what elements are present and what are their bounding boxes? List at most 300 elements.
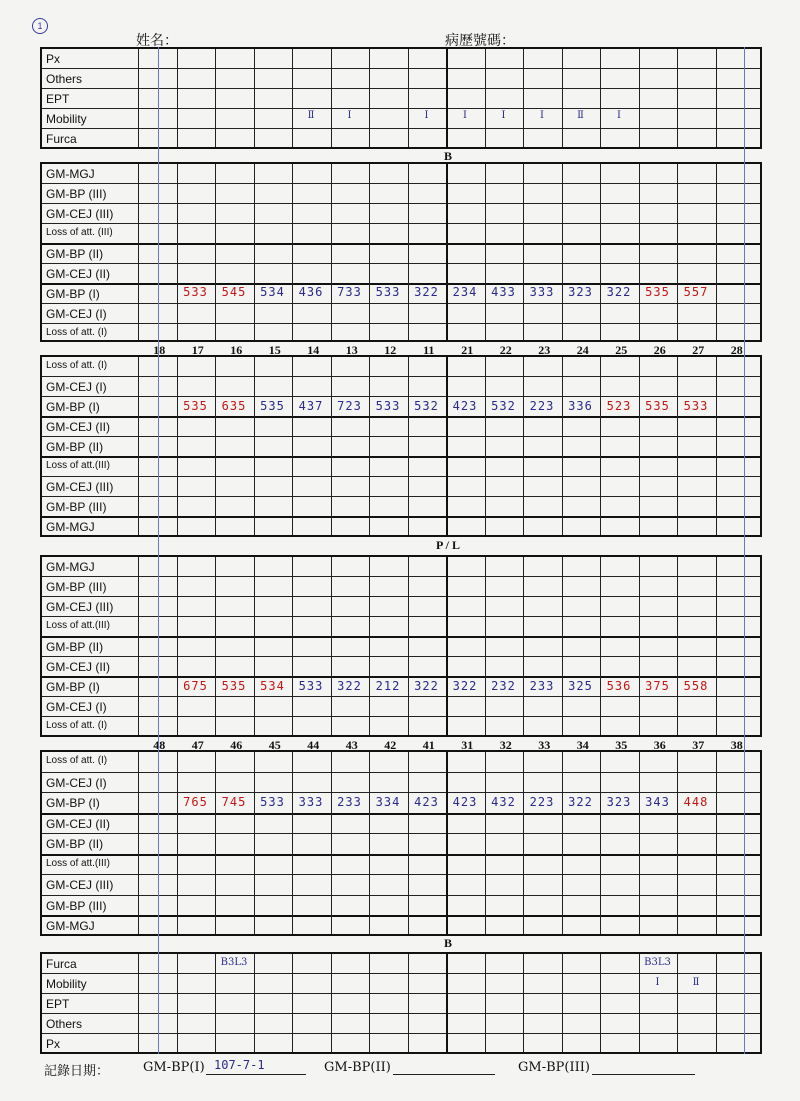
- lower-lingual-probing-depth: 233: [529, 679, 555, 693]
- column-divider: [331, 557, 332, 735]
- row-divider: [42, 915, 760, 917]
- column-divider: [215, 357, 216, 535]
- upper-palatal-probing-depth: 223: [529, 399, 555, 413]
- lower-lingual-probing-depth: 558: [683, 679, 709, 693]
- row-label: Mobility: [46, 977, 87, 991]
- upper-buccal-probing-depth: 333: [529, 285, 555, 299]
- column-divider: [254, 164, 255, 340]
- row-divider: [42, 576, 760, 577]
- column-divider: [523, 357, 524, 535]
- upper-palatal-probing-depth: 535: [183, 399, 208, 413]
- lower-furcation-value: B3L3: [220, 957, 248, 968]
- column-divider: [215, 49, 216, 147]
- column-divider: [639, 954, 640, 1052]
- column-divider: [523, 752, 524, 934]
- tooth-number: 22: [499, 343, 512, 357]
- row-divider: [42, 496, 760, 497]
- column-divider: [408, 557, 409, 735]
- column-divider: [677, 357, 678, 535]
- lower-buccal-probing-depth: 223: [529, 795, 555, 809]
- row-divider: [42, 223, 760, 224]
- bp2-underline: [393, 1074, 495, 1075]
- column-divider: [177, 164, 178, 340]
- tooth-number: 28: [730, 343, 743, 357]
- label-column-divider: [138, 164, 139, 340]
- tooth-number: 42: [384, 738, 397, 752]
- column-divider: [600, 357, 601, 535]
- upper-buccal-chart-block: [40, 162, 762, 342]
- column-divider: [369, 752, 370, 934]
- label-column-divider: [138, 49, 139, 147]
- row-divider: [42, 416, 760, 418]
- lower-buccal-probing-depth: 233: [337, 795, 362, 809]
- left-margin-line: [158, 47, 159, 1054]
- upper-palatal-probing-depth: 336: [568, 399, 593, 413]
- row-label: Loss of att.(III): [46, 857, 110, 869]
- row-divider: [42, 243, 760, 245]
- lower-buccal-section-label: B: [443, 936, 452, 950]
- row-divider: [42, 973, 760, 974]
- row-divider: [42, 813, 760, 815]
- page-number-mark: 1: [32, 18, 48, 34]
- row-divider: [42, 792, 760, 793]
- column-divider: [677, 752, 678, 934]
- column-divider: [600, 49, 601, 147]
- column-divider: [331, 954, 332, 1052]
- upper-buccal-probing-depth: 535: [645, 285, 670, 299]
- row-label: GM-CEJ (II): [46, 660, 110, 674]
- upper-buccal-section-label: B: [443, 149, 452, 163]
- row-divider: [42, 833, 760, 834]
- lower-buccal-probing-depth: 333: [298, 795, 324, 809]
- lower-lingual-probing-depth: 322: [337, 679, 362, 693]
- tooth-number: 24: [576, 343, 589, 357]
- row-divider: [42, 993, 760, 994]
- row-label: Furca: [46, 132, 77, 146]
- lower-buccal-probing-depth: 432: [491, 795, 516, 809]
- upper-palatal-probing-depth: 533: [683, 399, 709, 413]
- upper-palatal-probing-depth: 533: [375, 399, 401, 413]
- lower-lingual-probing-depth: 533: [298, 679, 324, 693]
- bp1-date-value: 107-7-1: [214, 1058, 265, 1072]
- bp3-underline: [592, 1074, 695, 1075]
- column-divider: [177, 557, 178, 735]
- row-label: Loss of att. (I): [46, 327, 108, 338]
- column-divider: [485, 357, 486, 535]
- lower-buccal-probing-depth: 745: [221, 795, 247, 809]
- upper-palatal-probing-depth: 535: [645, 399, 670, 413]
- lower-furcation-value: B3L3: [644, 957, 671, 968]
- tooth-number: 47: [191, 738, 204, 752]
- row-label: GM-MGJ: [46, 919, 95, 934]
- row-divider: [42, 676, 760, 678]
- column-divider: [716, 752, 717, 934]
- tooth-number: 33: [538, 738, 551, 752]
- bp1-label: GM-BP(I): [143, 1060, 205, 1075]
- row-divider: [42, 436, 760, 437]
- column-divider: [292, 954, 293, 1052]
- row-label: GM-MGJ: [46, 167, 95, 181]
- upper-palatal-probing-depth: 423: [452, 399, 478, 413]
- column-divider: [254, 357, 255, 535]
- lower-buccal-probing-depth: 765: [183, 795, 208, 809]
- upper-buccal-probing-depth: 533: [375, 285, 401, 299]
- row-divider: [42, 772, 760, 773]
- row-divider: [42, 108, 760, 109]
- tooth-number: 41: [422, 738, 435, 752]
- row-divider: [42, 1033, 760, 1034]
- bp1-underline: [206, 1074, 306, 1075]
- row-label: GM-BP (III): [46, 898, 107, 913]
- lower-buccal-probing-depth: 448: [683, 795, 709, 809]
- row-divider: [42, 128, 760, 129]
- tooth-number: 11: [423, 343, 435, 357]
- upper-mobility-grade: Ⅱ: [307, 110, 315, 121]
- column-divider: [562, 557, 563, 735]
- row-divider: [42, 874, 760, 875]
- lower-lingual-probing-depth: 232: [491, 679, 516, 693]
- row-divider: [42, 183, 760, 184]
- upper-buccal-probing-depth: 545: [221, 285, 247, 299]
- row-label: GM-CEJ (II): [46, 267, 110, 281]
- column-divider: [523, 164, 524, 340]
- patient-name-label: 姓名：: [136, 33, 178, 49]
- row-label: Loss of att.(III): [46, 460, 110, 471]
- column-divider: [408, 357, 409, 535]
- column-divider: [716, 357, 717, 535]
- lower-buccal-probing-depth: 322: [568, 795, 593, 809]
- row-label: Furca: [46, 957, 77, 971]
- column-divider: [677, 557, 678, 735]
- column-divider: [331, 164, 332, 340]
- column-divider: [639, 752, 640, 934]
- column-divider: [600, 954, 601, 1052]
- row-label: GM-CEJ (II): [46, 816, 110, 831]
- tooth-number: 36: [653, 738, 666, 752]
- lower-lingual-chart-block: [40, 555, 762, 737]
- column-divider: [292, 357, 293, 535]
- tooth-number: 13: [345, 343, 358, 357]
- row-label: GM-CEJ (I): [46, 307, 107, 321]
- row-label: GM-BP (I): [46, 680, 100, 694]
- column-divider: [254, 49, 255, 147]
- column-divider: [369, 164, 370, 340]
- column-divider: [639, 164, 640, 340]
- tooth-number: 12: [384, 343, 397, 357]
- column-divider: [562, 357, 563, 535]
- row-divider: [42, 396, 760, 397]
- upper-mobility-grade: Ⅰ: [347, 110, 352, 121]
- midline-divider: [446, 164, 448, 340]
- row-divider: [42, 456, 760, 458]
- lower-mobility-grade: Ⅱ: [692, 977, 700, 988]
- row-divider: [42, 88, 760, 89]
- column-divider: [716, 954, 717, 1052]
- row-divider: [42, 516, 760, 518]
- row-divider: [42, 476, 760, 477]
- upper-buccal-probing-depth: 322: [414, 285, 439, 299]
- lower-lingual-probing-depth: 534: [260, 679, 285, 693]
- column-divider: [292, 49, 293, 147]
- bp3-label: GM-BP(III): [518, 1060, 590, 1075]
- row-divider: [42, 696, 760, 697]
- tooth-number: 27: [692, 343, 705, 357]
- row-label: GM-CEJ (III): [46, 207, 114, 221]
- row-divider: [42, 895, 760, 896]
- row-label: Loss of att.(III): [46, 620, 110, 631]
- row-label: GM-MGJ: [46, 520, 95, 534]
- column-divider: [562, 752, 563, 934]
- column-divider: [331, 49, 332, 147]
- column-divider: [562, 49, 563, 147]
- row-label: GM-BP (II): [46, 247, 104, 261]
- upper-mobility-grade: Ⅰ: [501, 110, 506, 121]
- column-divider: [215, 954, 216, 1052]
- column-divider: [254, 954, 255, 1052]
- tooth-number: 15: [268, 343, 281, 357]
- upper-buccal-probing-depth: 322: [606, 285, 632, 299]
- row-label: GM-CEJ (III): [46, 480, 114, 494]
- row-divider: [42, 656, 760, 657]
- tooth-number: 43: [345, 738, 358, 752]
- lower-buccal-probing-depth: 334: [375, 795, 401, 809]
- row-label: GM-BP (III): [46, 580, 107, 594]
- row-label: GM-CEJ (III): [46, 600, 114, 614]
- tooth-number: 44: [307, 738, 320, 752]
- midline-divider: [446, 49, 448, 147]
- lower-lingual-probing-depth: 536: [606, 679, 632, 693]
- lower-buccal-probing-depth: 423: [452, 795, 478, 809]
- upper-buccal-probing-depth: 733: [337, 285, 362, 299]
- column-divider: [292, 164, 293, 340]
- tooth-number: 38: [730, 738, 743, 752]
- column-divider: [331, 357, 332, 535]
- row-divider: [42, 1013, 760, 1014]
- column-divider: [677, 954, 678, 1052]
- row-label: Others: [46, 72, 83, 86]
- row-label: Loss of att. (I): [46, 720, 108, 731]
- column-divider: [485, 954, 486, 1052]
- tooth-number: 46: [230, 738, 243, 752]
- lower-buccal-probing-depth: 423: [414, 795, 439, 809]
- upper-mobility-grade: Ⅱ: [577, 110, 584, 121]
- column-divider: [716, 557, 717, 735]
- column-divider: [639, 49, 640, 147]
- column-divider: [600, 752, 601, 934]
- column-divider: [369, 557, 370, 735]
- tooth-number: 16: [230, 343, 243, 357]
- column-divider: [523, 557, 524, 735]
- upper-palatal-probing-depth: 635: [221, 399, 247, 413]
- midline-divider: [446, 752, 448, 934]
- lower-lingual-probing-depth: 212: [375, 679, 401, 693]
- row-divider: [42, 323, 760, 324]
- bp2-label: GM-BP(II): [324, 1060, 391, 1075]
- row-divider: [42, 376, 760, 377]
- row-label: GM-BP (II): [46, 837, 104, 852]
- column-divider: [254, 752, 255, 934]
- row-label: GM-CEJ (III): [46, 878, 114, 893]
- tooth-number: 32: [499, 738, 512, 752]
- upper-buccal-probing-depth: 234: [452, 285, 478, 299]
- column-divider: [716, 164, 717, 340]
- upper-palatal-probing-depth: 723: [337, 399, 362, 413]
- row-label: EPT: [46, 92, 70, 106]
- lower-lingual-probing-depth: 325: [568, 679, 593, 693]
- row-label: GM-BP (III): [46, 187, 107, 201]
- label-column-divider: [138, 557, 139, 735]
- column-divider: [562, 164, 563, 340]
- column-divider: [177, 954, 178, 1052]
- column-divider: [562, 954, 563, 1052]
- column-divider: [215, 557, 216, 735]
- row-divider: [42, 716, 760, 717]
- tooth-number: 45: [268, 738, 281, 752]
- row-divider: [42, 616, 760, 617]
- tooth-number: 23: [538, 343, 551, 357]
- column-divider: [677, 164, 678, 340]
- row-label: GM-BP (II): [46, 440, 104, 454]
- column-divider: [639, 357, 640, 535]
- row-label: Px: [46, 52, 61, 66]
- row-label: Loss of att. (III): [46, 227, 113, 238]
- row-label: GM-CEJ (II): [46, 420, 110, 434]
- row-label: GM-CEJ (I): [46, 700, 107, 714]
- lower-lingual-probing-depth: 675: [183, 679, 208, 693]
- upper-buccal-probing-depth: 323: [568, 285, 593, 299]
- upper-palatal-probing-depth: 535: [260, 399, 285, 413]
- tooth-number: 14: [307, 343, 320, 357]
- column-divider: [408, 954, 409, 1052]
- column-divider: [485, 752, 486, 934]
- upper-buccal-probing-depth: 557: [683, 285, 709, 299]
- upper-buccal-info-block: [40, 47, 762, 149]
- tooth-number: 26: [653, 343, 666, 357]
- column-divider: [177, 49, 178, 147]
- column-divider: [254, 557, 255, 735]
- upper-mobility-grade: Ⅰ: [424, 110, 429, 121]
- row-divider: [42, 263, 760, 264]
- row-label: GM-BP (I): [46, 796, 100, 811]
- column-divider: [600, 164, 601, 340]
- lower-buccal-probing-depth: 343: [645, 795, 670, 809]
- column-divider: [639, 557, 640, 735]
- right-margin-line: [744, 47, 745, 1054]
- row-label: Mobility: [46, 112, 87, 126]
- upper-buccal-probing-depth: 533: [183, 285, 208, 299]
- column-divider: [408, 49, 409, 147]
- lower-lingual-probing-depth: 322: [452, 679, 478, 693]
- column-divider: [523, 954, 524, 1052]
- upper-palatal-chart-block: [40, 355, 762, 537]
- lower-lingual-probing-depth: 375: [645, 679, 670, 693]
- row-label: GM-MGJ: [46, 560, 95, 574]
- column-divider: [369, 49, 370, 147]
- midline-divider: [446, 357, 448, 535]
- record-number-label: 病歷號碼：: [445, 33, 515, 49]
- column-divider: [523, 49, 524, 147]
- column-divider: [215, 164, 216, 340]
- row-label: GM-BP (III): [46, 500, 107, 514]
- row-label: EPT: [46, 997, 70, 1011]
- record-date-label: 記錄日期：: [44, 1064, 110, 1079]
- column-divider: [485, 49, 486, 147]
- upper-palatal-probing-depth: 523: [606, 399, 632, 413]
- tooth-number: 37: [692, 738, 705, 752]
- row-label: GM-CEJ (I): [46, 775, 107, 790]
- column-divider: [292, 557, 293, 735]
- midline-divider: [446, 954, 448, 1052]
- row-label: Px: [46, 1037, 61, 1051]
- row-divider: [42, 636, 760, 638]
- row-label: GM-CEJ (I): [46, 380, 107, 394]
- label-column-divider: [138, 357, 139, 535]
- tooth-number: 17: [191, 343, 204, 357]
- row-label: Loss of att. (I): [46, 360, 108, 371]
- lower-buccal-probing-depth: 323: [606, 795, 632, 809]
- column-divider: [600, 557, 601, 735]
- row-divider: [42, 596, 760, 597]
- column-divider: [408, 752, 409, 934]
- upper-mobility-grade: Ⅰ: [617, 110, 621, 121]
- upper-palatal-probing-depth: 532: [414, 399, 439, 413]
- row-label: GM-BP (I): [46, 400, 100, 414]
- upper-palatal-probing-depth: 532: [491, 399, 516, 413]
- row-label: Loss of att. (I): [46, 755, 108, 767]
- column-divider: [408, 164, 409, 340]
- column-divider: [677, 49, 678, 147]
- label-column-divider: [138, 954, 139, 1052]
- column-divider: [369, 357, 370, 535]
- row-label: GM-BP (II): [46, 640, 104, 654]
- tooth-number: 18: [153, 343, 166, 357]
- upper-mobility-grade: Ⅰ: [540, 110, 544, 121]
- lower-lingual-probing-depth: 322: [414, 679, 439, 693]
- tooth-number: 35: [615, 738, 628, 752]
- tooth-number: 34: [576, 738, 589, 752]
- lower-buccal-chart-block: [40, 750, 762, 936]
- tooth-number: 25: [615, 343, 628, 357]
- row-label: Others: [46, 1017, 83, 1031]
- column-divider: [369, 954, 370, 1052]
- column-divider: [485, 164, 486, 340]
- row-divider: [42, 303, 760, 304]
- tooth-number: 31: [461, 738, 474, 752]
- upper-buccal-probing-depth: 534: [260, 285, 285, 299]
- upper-buccal-probing-depth: 436: [298, 285, 324, 299]
- column-divider: [177, 752, 178, 934]
- column-divider: [177, 357, 178, 535]
- column-divider: [292, 752, 293, 934]
- row-divider: [42, 854, 760, 856]
- row-label: GM-BP (I): [46, 287, 100, 301]
- lingual-section-label: P / L: [435, 538, 460, 552]
- upper-buccal-probing-depth: 433: [491, 285, 516, 299]
- column-divider: [716, 49, 717, 147]
- label-column-divider: [138, 752, 139, 934]
- column-divider: [215, 752, 216, 934]
- lower-lingual-probing-depth: 535: [221, 679, 247, 693]
- column-divider: [331, 752, 332, 934]
- midline-divider: [446, 557, 448, 735]
- row-divider: [42, 203, 760, 204]
- row-divider: [42, 68, 760, 69]
- lower-mobility-grade: Ⅰ: [655, 977, 660, 988]
- lower-buccal-probing-depth: 533: [260, 795, 285, 809]
- tooth-number: 48: [153, 738, 166, 752]
- upper-palatal-probing-depth: 437: [298, 399, 324, 413]
- column-divider: [485, 557, 486, 735]
